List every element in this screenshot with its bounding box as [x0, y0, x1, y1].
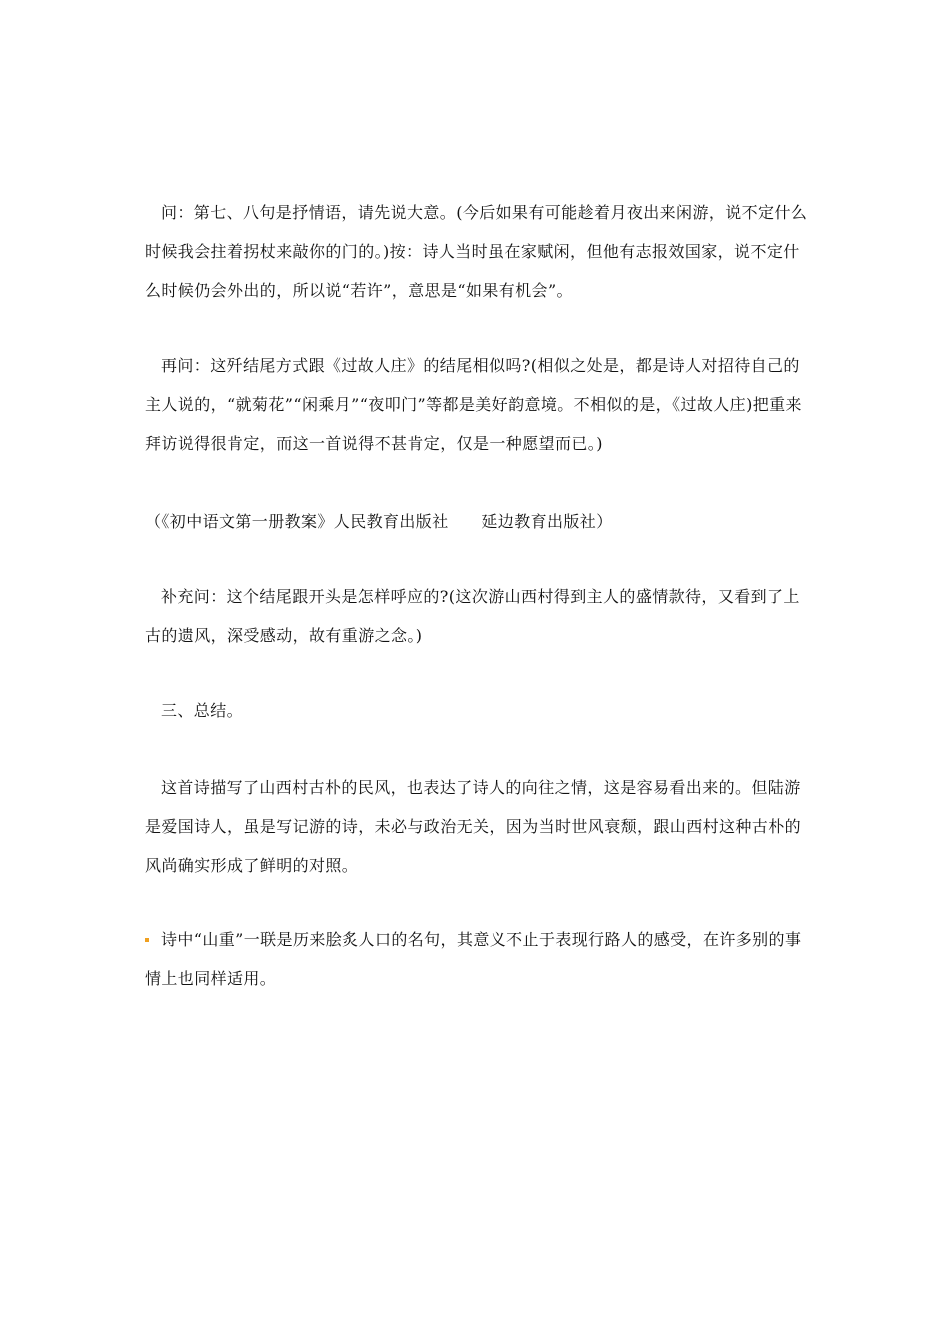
paragraph-second-question: 再问：这歼结尾方式跟《过故人庄》的结尾相似吗?(相似之处是，都是诗人对招待自己的主人说的，“就菊花”“闲乘月”“夜叩门”等都是美好韵意境。不相似的是，《过故人庄)把重来拜访说得很肯定，而这一首说得不甚肯定，仅是一种愿望而已。)	[145, 356, 802, 453]
document-page	[145, 0, 809, 1344]
marker-dot-icon	[145, 938, 149, 942]
paragraph-question-7-8: 问：第七、八句是抒情语，请先说大意。(今后如果有可能趁着月夜出来闲游，说不定什么时候我会拄着拐杖来敲你的门的。)按：诗人当时虽在家赋闲，但他有志报效国家，说不定什么时候仍会外出的，所以说“若许”，意思是“如果有机会”。	[145, 203, 808, 300]
section-heading-summary: 三、总结。	[161, 701, 244, 720]
paragraph-summary: 这首诗描写了山西村古朴的民风，也表达了诗人的向往之情，这是容易看出来的。但陆游是爱国诗人，虽是写记游的诗，未必与政治无关，因为当时世风衰颓，跟山西村这种古朴的风尚确实形成了鲜明的对照。	[145, 778, 802, 875]
paragraph-famous-couplet: 诗中“山重”一联是历来脍炙人口的名句，其意义不止于表现行路人的感受，在许多别的事情上也同样适用。	[145, 930, 802, 988]
source-citation: （《初中语文第一册教案》人民教育出版社 延边教育出版社）	[145, 512, 613, 531]
paragraph-supplementary-question: 补充问：这个结尾跟开头是怎样呼应的?(这次游山西村得到主人的盛情款待，又看到了上古的遗风，深受感动，故有重游之念。)	[145, 587, 800, 645]
